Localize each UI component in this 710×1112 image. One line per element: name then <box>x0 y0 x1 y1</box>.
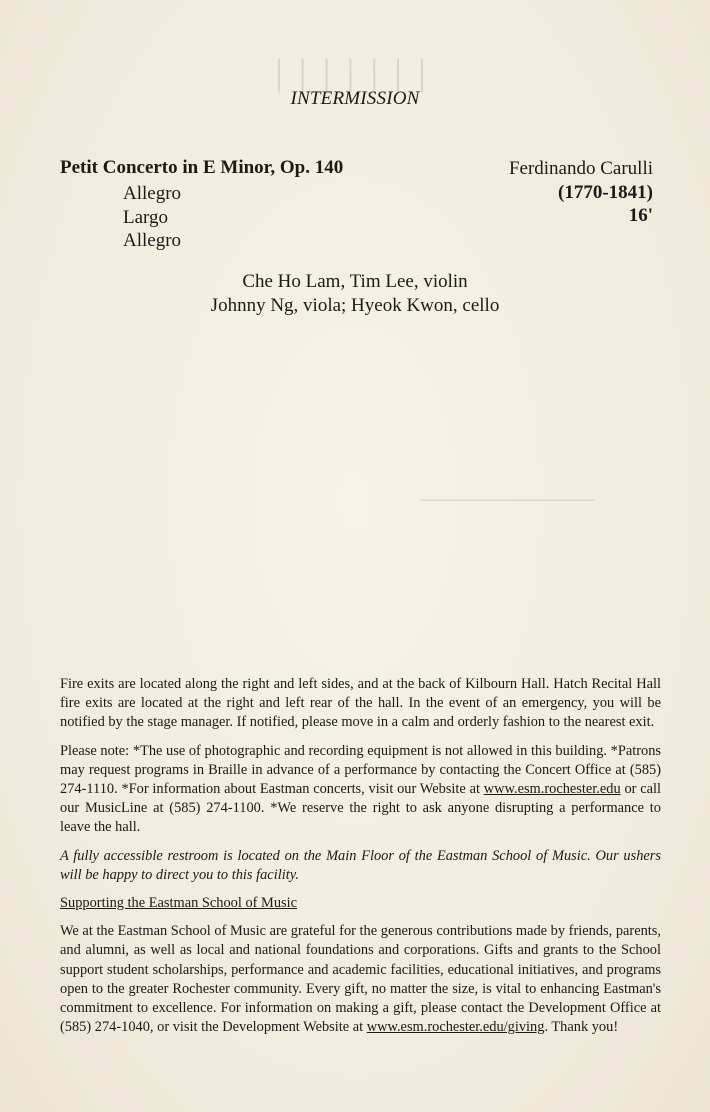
bleed-through-decoration: ───────────── <box>420 490 595 511</box>
giving-link[interactable]: www.esm.rochester.edu/giving <box>366 1019 545 1036</box>
supporting-paragraph <box>60 922 661 1037</box>
composer-dates: (1770-1841) <box>558 181 653 203</box>
please-note-text: or call our MusicLine at (585) 274-1100. *We reserve the right to ask anyone disrupting a performance to leave the hall. <box>60 781 661 836</box>
bleed-through-decoration: │││││││ <box>265 60 432 91</box>
performers-line: Johnny Ng, viola; Hyeok Kwon, cello <box>210 294 500 316</box>
please-note-text: Please note: *The use of photographic and recording equipment is not allowed in this building. *Patrons may request programs in Braille in advance of a performance by contacting the Concert Office at (585) 274-1110. *For information about Eastman concerts, visit our Website at <box>60 742 661 798</box>
piece-title: Petit Concerto in E Minor, Op. 140 <box>60 157 344 178</box>
accessibility-notice: A fully accessible restroom is located on the Main Floor of the Eastman School of Music. Our ushers will be happy to direct you to this facility. <box>60 847 661 883</box>
composer-block <box>509 157 653 228</box>
performers <box>0 270 710 317</box>
supporting-text: . Thank you! <box>544 1019 619 1036</box>
performers-line: Che Ho Lam, Tim Lee, violin <box>242 271 468 292</box>
please-note-notice <box>60 742 661 838</box>
house-notes <box>60 675 661 1046</box>
intermission-heading: INTERMISSION <box>290 88 420 109</box>
movement-item: Allegro <box>123 183 182 204</box>
movement-list <box>123 182 181 253</box>
piece-duration: 16' <box>628 205 653 226</box>
fire-exit-notice: Fire exits are located along the right and left sides, and at the back of Kilbourn Hall. Hatch Recital Hall fire exits are located at the right and left rear of the hall. In the event of an emergency, you will be notified by the stage manager. If notified, please move in a calm and orderly fashion to the nearest exit. <box>60 676 661 731</box>
movement-item: Largo <box>123 206 169 228</box>
supporting-heading: Supporting the Eastman School of Music <box>60 895 298 912</box>
composer-name: Ferdinando Carulli <box>508 158 653 179</box>
website-link[interactable]: www.esm.rochester.edu <box>483 781 621 798</box>
supporting-text: We at the Eastman School of Music are grateful for the generous contributions made by friends, parents, and alumni, as well as local and national foundations and corporations. Gifts and grants to the School support student scholarships, performance and academic facilities, educational initiatives, and programs open to the greater Rochester community. Every gift, no matter the size, is vital to enhancing Eastman's commitment to excellence. For information on making a gift, please contact the Development Office at (585) 274-1040, or visit the Development Website at <box>60 923 661 1036</box>
movement-item: Allegro <box>123 230 182 251</box>
